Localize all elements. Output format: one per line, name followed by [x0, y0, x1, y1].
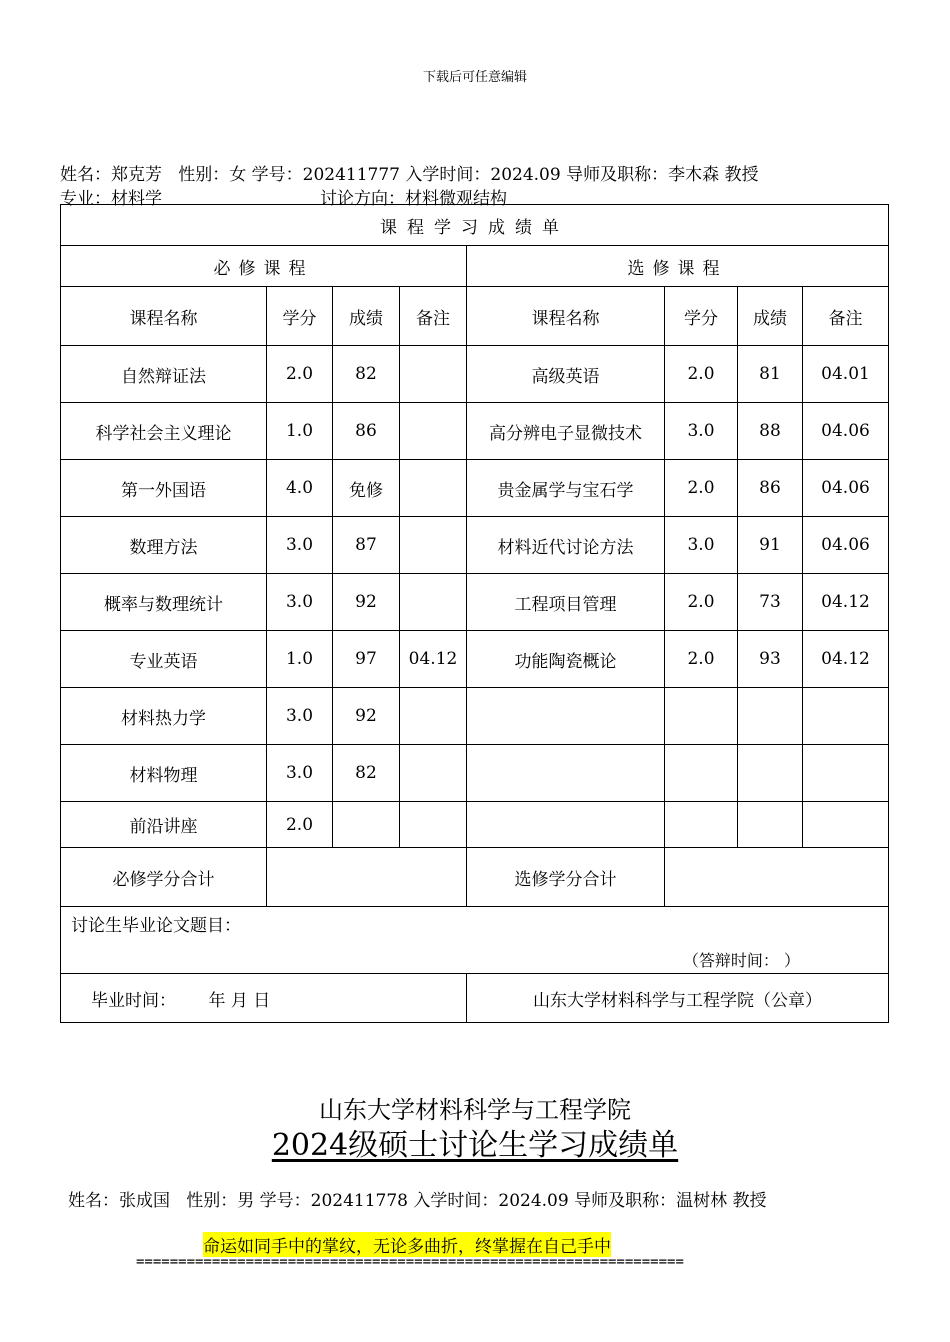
table-cell: 概率与数理统计 — [61, 574, 267, 631]
table-cell: 2.0 — [665, 460, 738, 517]
table-cell: 82 — [333, 346, 400, 403]
enroll-label: 入学时间： — [405, 165, 491, 185]
table-cell: 92 — [333, 688, 400, 745]
separator-line: ================================================================= — [136, 1254, 684, 1270]
table-cell — [400, 688, 467, 745]
elective-total-label: 选修学分合计 — [467, 848, 665, 907]
download-note: 下载后可任意编辑 — [422, 70, 527, 85]
table-cell: 功能陶瓷概论 — [467, 631, 665, 688]
student-gender: 女 — [229, 165, 247, 185]
enroll-label: 入学时间： — [413, 1191, 499, 1211]
table-cell: 87 — [333, 517, 400, 574]
required-total-value — [267, 848, 467, 907]
defense-time-label: （答辩时间： ） — [682, 951, 800, 970]
table-cell: 97 — [333, 631, 400, 688]
table-cell — [803, 745, 889, 802]
table-cell — [665, 802, 738, 848]
direction-value: 材料微观结构 — [405, 189, 507, 209]
table-cell: 1.0 — [267, 403, 333, 460]
table-cell — [665, 745, 738, 802]
table-cell: 3.0 — [267, 745, 333, 802]
table-cell — [803, 802, 889, 848]
table-cell — [400, 517, 467, 574]
major-label: 专业： — [60, 189, 111, 209]
table-row — [61, 688, 889, 745]
table-cell: 2.0 — [665, 574, 738, 631]
col-header: 学分 — [665, 287, 738, 346]
table-cell — [467, 802, 665, 848]
student-info-line-1 — [60, 160, 759, 185]
table-cell: 04.06 — [803, 460, 889, 517]
table-cell: 2.0 — [267, 802, 333, 848]
table-cell: 3.0 — [267, 517, 333, 574]
required-courses-header: 必修课程 — [61, 246, 467, 287]
table-cell — [400, 460, 467, 517]
table-cell — [665, 688, 738, 745]
table-cell — [803, 688, 889, 745]
col-header: 课程名称 — [467, 287, 665, 346]
advisor-label: 导师及职称： — [574, 1191, 677, 1211]
table-cell — [738, 745, 803, 802]
table-cell — [738, 802, 803, 848]
student-info-line-next — [68, 1186, 767, 1211]
table-row — [61, 802, 889, 848]
advisor-label: 导师及职称： — [566, 165, 669, 185]
table-cell: 科学社会主义理论 — [61, 403, 267, 460]
table-row — [61, 745, 889, 802]
col-header: 课程名称 — [61, 287, 267, 346]
advisor-name: 温树林 教授 — [676, 1191, 767, 1211]
student-name: 郑克芳 — [111, 165, 162, 185]
table-cell — [400, 745, 467, 802]
col-header: 备注 — [803, 287, 889, 346]
sheet-title — [0, 1120, 950, 1164]
table-cell: 86 — [738, 460, 803, 517]
motto-highlight: 命运如同手中的掌纹，无论多曲折，终掌握在自己手中 — [203, 1232, 611, 1257]
table-cell: 工程项目管理 — [467, 574, 665, 631]
table-cell: 88 — [738, 403, 803, 460]
table-cell: 高级英语 — [467, 346, 665, 403]
id-label: 学号： — [251, 165, 303, 185]
enroll-date: 2024.09 — [498, 1191, 569, 1211]
id-label: 学号： — [259, 1191, 311, 1211]
college-seal: 山东大学材料科学与工程学院（公章） — [467, 974, 889, 1023]
table-cell: 高分辨电子显微技术 — [467, 403, 665, 460]
column-header-row — [61, 287, 889, 346]
graduation-date-label: 毕业时间： — [91, 990, 176, 1011]
table-cell: 04.12 — [400, 631, 467, 688]
grade-table — [60, 204, 889, 1023]
table-cell: 贵金属学与宝石学 — [467, 460, 665, 517]
major-value: 材料学 — [111, 189, 162, 209]
table-cell: 专业英语 — [61, 631, 267, 688]
table-cell: 86 — [333, 403, 400, 460]
table-cell: 92 — [333, 574, 400, 631]
name-label: 姓名： — [68, 1191, 119, 1211]
table-cell: 2.0 — [665, 346, 738, 403]
table-row — [61, 460, 889, 517]
graduation-date-cell — [61, 974, 467, 1023]
gender-label: 性别： — [178, 165, 230, 185]
advisor-name: 李木森 教授 — [668, 165, 759, 185]
table-cell — [467, 745, 665, 802]
col-header: 备注 — [400, 287, 467, 346]
table-cell: 第一外国语 — [61, 460, 267, 517]
table-title: 课程学习成绩单 — [61, 205, 889, 246]
table-cell: 91 — [738, 517, 803, 574]
table-cell: 93 — [738, 631, 803, 688]
table-row — [61, 403, 889, 460]
thesis-title-label: 讨论生毕业论文题目： — [71, 916, 241, 936]
table-cell: 材料物理 — [61, 745, 267, 802]
table-cell: 82 — [333, 745, 400, 802]
table-cell: 3.0 — [665, 403, 738, 460]
col-header: 成绩 — [333, 287, 400, 346]
student-id: 202411777 — [302, 165, 400, 185]
table-cell — [400, 802, 467, 848]
col-header: 成绩 — [738, 287, 803, 346]
graduation-date-units: 年 月 日 — [208, 990, 271, 1011]
college-name: 山东大学材料科学与工程学院 — [319, 1096, 631, 1124]
table-row — [61, 517, 889, 574]
table-row — [61, 631, 889, 688]
table-cell — [738, 688, 803, 745]
sheet-title-text: 2024级硕士讨论生学习成绩单 — [271, 1128, 679, 1163]
table-row — [61, 346, 889, 403]
required-total-label: 必修学分合计 — [61, 848, 267, 907]
table-cell: 2.0 — [665, 631, 738, 688]
table-cell: 3.0 — [665, 517, 738, 574]
credit-total-row — [61, 848, 889, 907]
table-cell: 材料近代讨论方法 — [467, 517, 665, 574]
elective-total-value — [665, 848, 889, 907]
table-cell: 3.0 — [267, 688, 333, 745]
thesis-title-cell — [61, 907, 889, 974]
table-cell — [400, 403, 467, 460]
table-cell: 3.0 — [267, 574, 333, 631]
col-header: 学分 — [267, 287, 333, 346]
gender-label: 性别： — [186, 1191, 238, 1211]
name-label: 姓名： — [60, 165, 111, 185]
table-cell — [467, 688, 665, 745]
table-cell: 81 — [738, 346, 803, 403]
table-cell: 04.12 — [803, 631, 889, 688]
direction-label: 讨论方向： — [320, 189, 405, 209]
student-name: 张成国 — [119, 1191, 170, 1211]
elective-courses-header: 选修课程 — [467, 246, 889, 287]
table-cell: 前沿讲座 — [61, 802, 267, 848]
table-cell: 1.0 — [267, 631, 333, 688]
table-cell — [400, 346, 467, 403]
table-cell: 73 — [738, 574, 803, 631]
table-cell: 4.0 — [267, 460, 333, 517]
table-cell: 04.06 — [803, 403, 889, 460]
table-cell: 自然辩证法 — [61, 346, 267, 403]
table-cell: 2.0 — [267, 346, 333, 403]
table-cell: 04.12 — [803, 574, 889, 631]
table-cell: 材料热力学 — [61, 688, 267, 745]
table-cell — [333, 802, 400, 848]
table-cell: 数理方法 — [61, 517, 267, 574]
table-cell: 免修 — [333, 460, 400, 517]
table-cell: 04.01 — [803, 346, 889, 403]
enroll-date: 2024.09 — [490, 165, 561, 185]
student-gender: 男 — [237, 1191, 255, 1211]
student-id: 202411778 — [310, 1191, 408, 1211]
table-row — [61, 574, 889, 631]
table-cell — [400, 574, 467, 631]
table-cell: 04.06 — [803, 517, 889, 574]
